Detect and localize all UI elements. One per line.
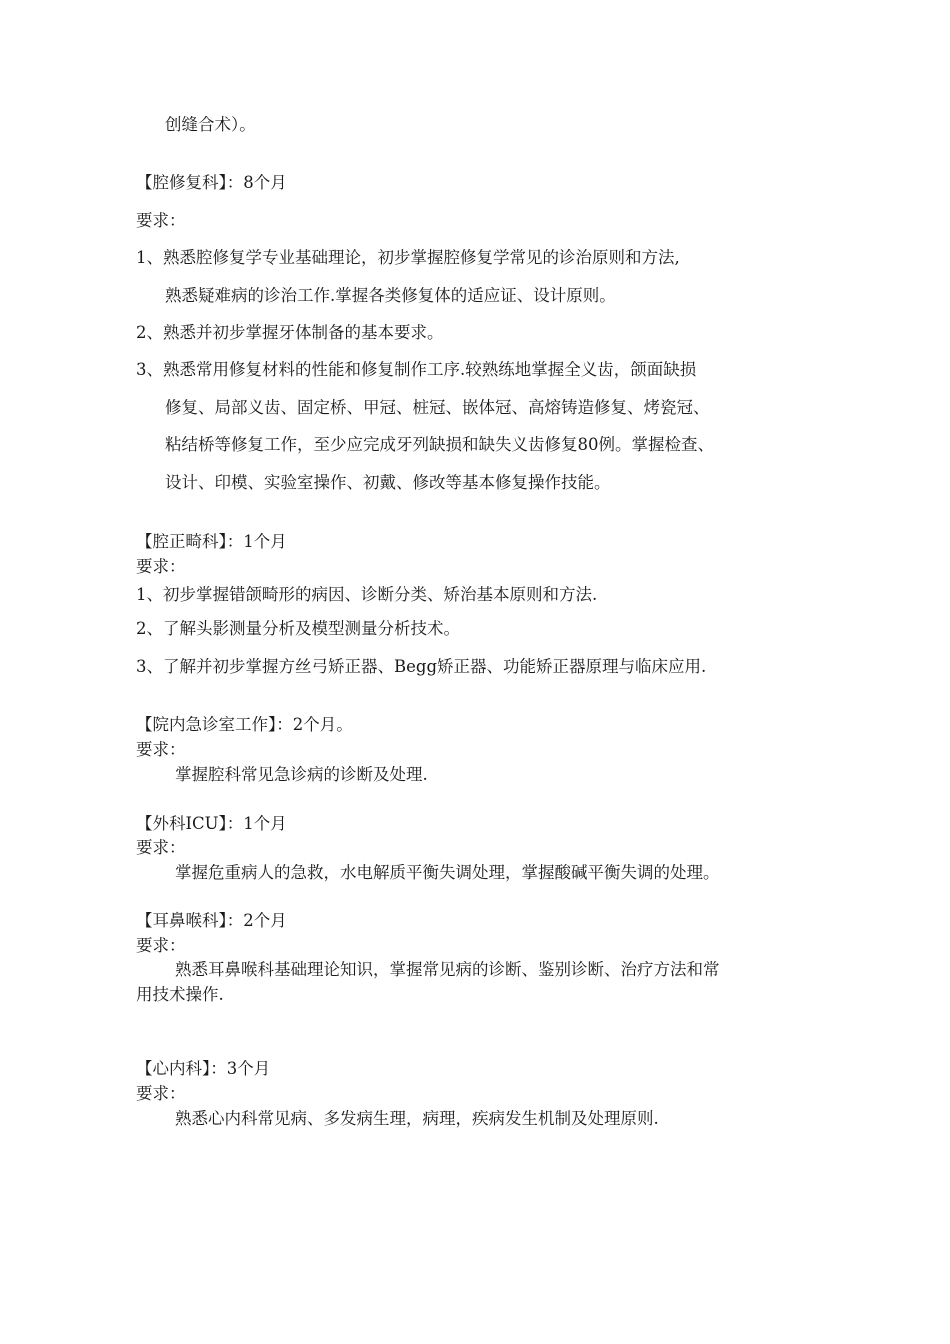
requirements-label: 要求： <box>136 936 186 955</box>
paragraph: 掌握危重病人的急救，水电解质平衡失调处理，掌握酸碱平衡失调的处理。 <box>175 863 720 882</box>
list-item: 1、熟悉腔修复学专业基础理论，初步掌握腔修复学常见的诊治原则和方法, <box>136 248 680 267</box>
paragraph-continued: 用技术操作. <box>136 985 224 1004</box>
list-item-continued: 熟悉疑难病的诊治工作.掌握各类修复体的适应证、设计原则。 <box>165 286 616 305</box>
list-item: 3、熟悉常用修复材料的性能和修复制作工序.较熟练地掌握全义齿，颌面缺损 <box>136 360 697 379</box>
section-heading-icu: 【外科ICU】：1个月 <box>136 814 287 833</box>
requirements-label: 要求： <box>136 1084 186 1103</box>
list-item: 1、初步掌握错颌畸形的病因、诊断分类、矫治基本原则和方法. <box>136 585 598 604</box>
section-heading-prosthodontics: 【腔修复科】：8个月 <box>136 173 287 192</box>
list-item-continued: 粘结桥等修复工作，至少应完成牙列缺损和缺失义齿修复80例。掌握检查、 <box>165 435 714 454</box>
list-item: 3、了解并初步掌握方丝弓矫正器、Begg矫正器、功能矫正器原理与临床应用. <box>136 657 707 676</box>
list-item: 2、了解头影测量分析及模型测量分析技术。 <box>136 619 460 638</box>
section-heading-cardiology: 【心内科】：3个月 <box>136 1059 271 1078</box>
list-item: 2、熟悉并初步掌握牙体制备的基本要求。 <box>136 323 444 342</box>
list-item-continued: 设计、印模、实验室操作、初戴、修改等基本修复操作技能。 <box>165 473 611 492</box>
requirements-label: 要求： <box>136 740 186 759</box>
section-heading-orthodontics: 【腔正畸科】：1个月 <box>136 532 287 551</box>
paragraph: 掌握腔科常见急诊病的诊断及处理. <box>175 765 428 784</box>
text-line: 创缝合术）。 <box>165 115 256 134</box>
section-heading-ent: 【耳鼻喉科】：2个月 <box>136 911 287 930</box>
requirements-label: 要求： <box>136 211 186 230</box>
paragraph: 熟悉心内科常见病、多发病生理，病理，疾病发生机制及处理原则. <box>175 1109 659 1128</box>
list-item-continued: 修复、局部义齿、固定桥、甲冠、桩冠、嵌体冠、高熔铸造修复、烤瓷冠、 <box>165 398 710 417</box>
requirements-label: 要求： <box>136 557 186 576</box>
paragraph: 熟悉耳鼻喉科基础理论知识，掌握常见病的诊断、鉴别诊断、治疗方法和常 <box>175 960 720 979</box>
section-heading-emergency: 【院内急诊室工作】：2个月。 <box>136 715 353 734</box>
requirements-label: 要求： <box>136 838 186 857</box>
